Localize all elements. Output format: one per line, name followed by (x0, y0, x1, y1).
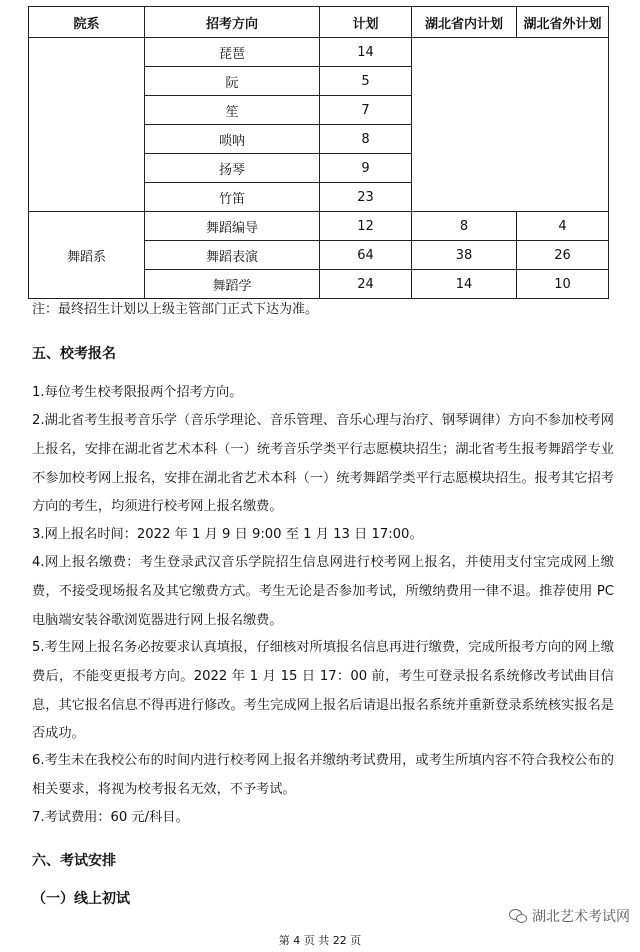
table-row (29, 212, 609, 241)
item-2: 2.湖北省考生报考音乐学（音乐学理论、音乐管理、音乐心理与治疗、钢琴调律）方向不参加校考网上报名，安排在湖北省艺术本科（一）统考音乐学类平行志愿模块招生；湖北省考生报考舞蹈学专业不参加校考网上报名，安排在湖北省艺术本科（一）统考舞蹈学类平行志愿模块招生。报考其它招考方向的考生，均须进行校考网上报名缴费。 (32, 413, 614, 515)
in-province-cell: 38 (412, 241, 517, 270)
direction-cell: 舞蹈学 (145, 270, 320, 299)
direction-cell: 舞蹈表演 (145, 241, 320, 270)
page-footer: 第 4 页 共 22 页 (278, 934, 362, 947)
header-dept: 院系 (29, 7, 145, 38)
item-3: 3.网上报名时间：2022 年 1 月 9 日 9:00 至 1 月 13 日 17:00。 (32, 527, 423, 542)
direction-cell: 扬琴 (145, 154, 320, 183)
direction-cell: 竹笛 (145, 183, 320, 212)
section-6-subheading: （一）线上初试 (32, 891, 130, 907)
section-6-heading: 六、考试安排 (32, 853, 116, 869)
dance-dept-cell: 舞蹈系 (29, 212, 145, 299)
out-province-cell: 26 (517, 241, 609, 270)
direction-cell: 唢呐 (145, 125, 320, 154)
header-in-province: 湖北省内计划 (412, 7, 517, 38)
plan-cell: 7 (320, 96, 412, 125)
table-row (29, 38, 609, 67)
watermark (509, 906, 630, 926)
direction-cell: 琵琶 (145, 38, 320, 67)
plan-cell: 9 (320, 154, 412, 183)
direction-cell: 阮 (145, 67, 320, 96)
header-plan: 计划 (320, 7, 412, 38)
item-7: 7.考试费用：60 元/科目。 (32, 810, 189, 825)
wechat-icon (509, 909, 527, 923)
music-dept-cell (29, 38, 145, 212)
table-note: 注：最终招生计划以上级主管部门正式下达为准。 (32, 302, 319, 317)
plan-cell: 64 (320, 241, 412, 270)
plan-cell: 5 (320, 67, 412, 96)
section-5-heading: 五、校考报名 (32, 346, 116, 362)
header-direction: 招考方向 (145, 7, 320, 38)
item-4: 4.网上报名缴费：考生登录武汉音乐学院招生信息网进行校考网上报名，并使用支付宝完成网上缴费，不接受现场报名及其它缴费方式。考生无论是否参加考试，所缴纳费用一律不退。推荐使用 PC 电脑端安装谷歌浏览器进行网上报名缴费。 (32, 555, 614, 628)
plan-cell: 14 (320, 38, 412, 67)
music-province-cell (412, 38, 609, 212)
header-out-province: 湖北省外计划 (517, 7, 609, 38)
plan-cell: 8 (320, 125, 412, 154)
plan-cell: 23 (320, 183, 412, 212)
table-header-row (29, 7, 609, 38)
enrollment-plan-table (28, 6, 609, 299)
item-6: 6.考生未在我校公布的时间内进行校考网上报名并缴纳考试费用，或考生所填内容不符合我校公布的相关要求，将视为校考报名无效，不予考试。 (32, 753, 614, 797)
in-province-cell: 8 (412, 212, 517, 241)
in-province-cell: 14 (412, 270, 517, 299)
direction-cell: 舞蹈编导 (145, 212, 320, 241)
item-5: 5.考生网上报名务必按要求认真填报，仔细核对所填报名信息再进行缴费，完成所报考方向的网上缴费后，不能变更报考方向。2022 年 1 月 15 日 17：00 前，考生可登录报名系统修改考试曲目信息，其它报名信息不得再进行修改。考生完成网上报名后请退出报名系统并重新登录系统核实报名是否成功。 (32, 640, 614, 742)
out-province-cell: 4 (517, 212, 609, 241)
watermark-text: 湖北艺术考试网 (532, 909, 630, 925)
direction-cell: 笙 (145, 96, 320, 125)
plan-cell: 12 (320, 212, 412, 241)
item-1: 1.每位考生校考限报两个招考方向。 (32, 385, 243, 400)
out-province-cell: 10 (517, 270, 609, 299)
plan-cell: 24 (320, 270, 412, 299)
